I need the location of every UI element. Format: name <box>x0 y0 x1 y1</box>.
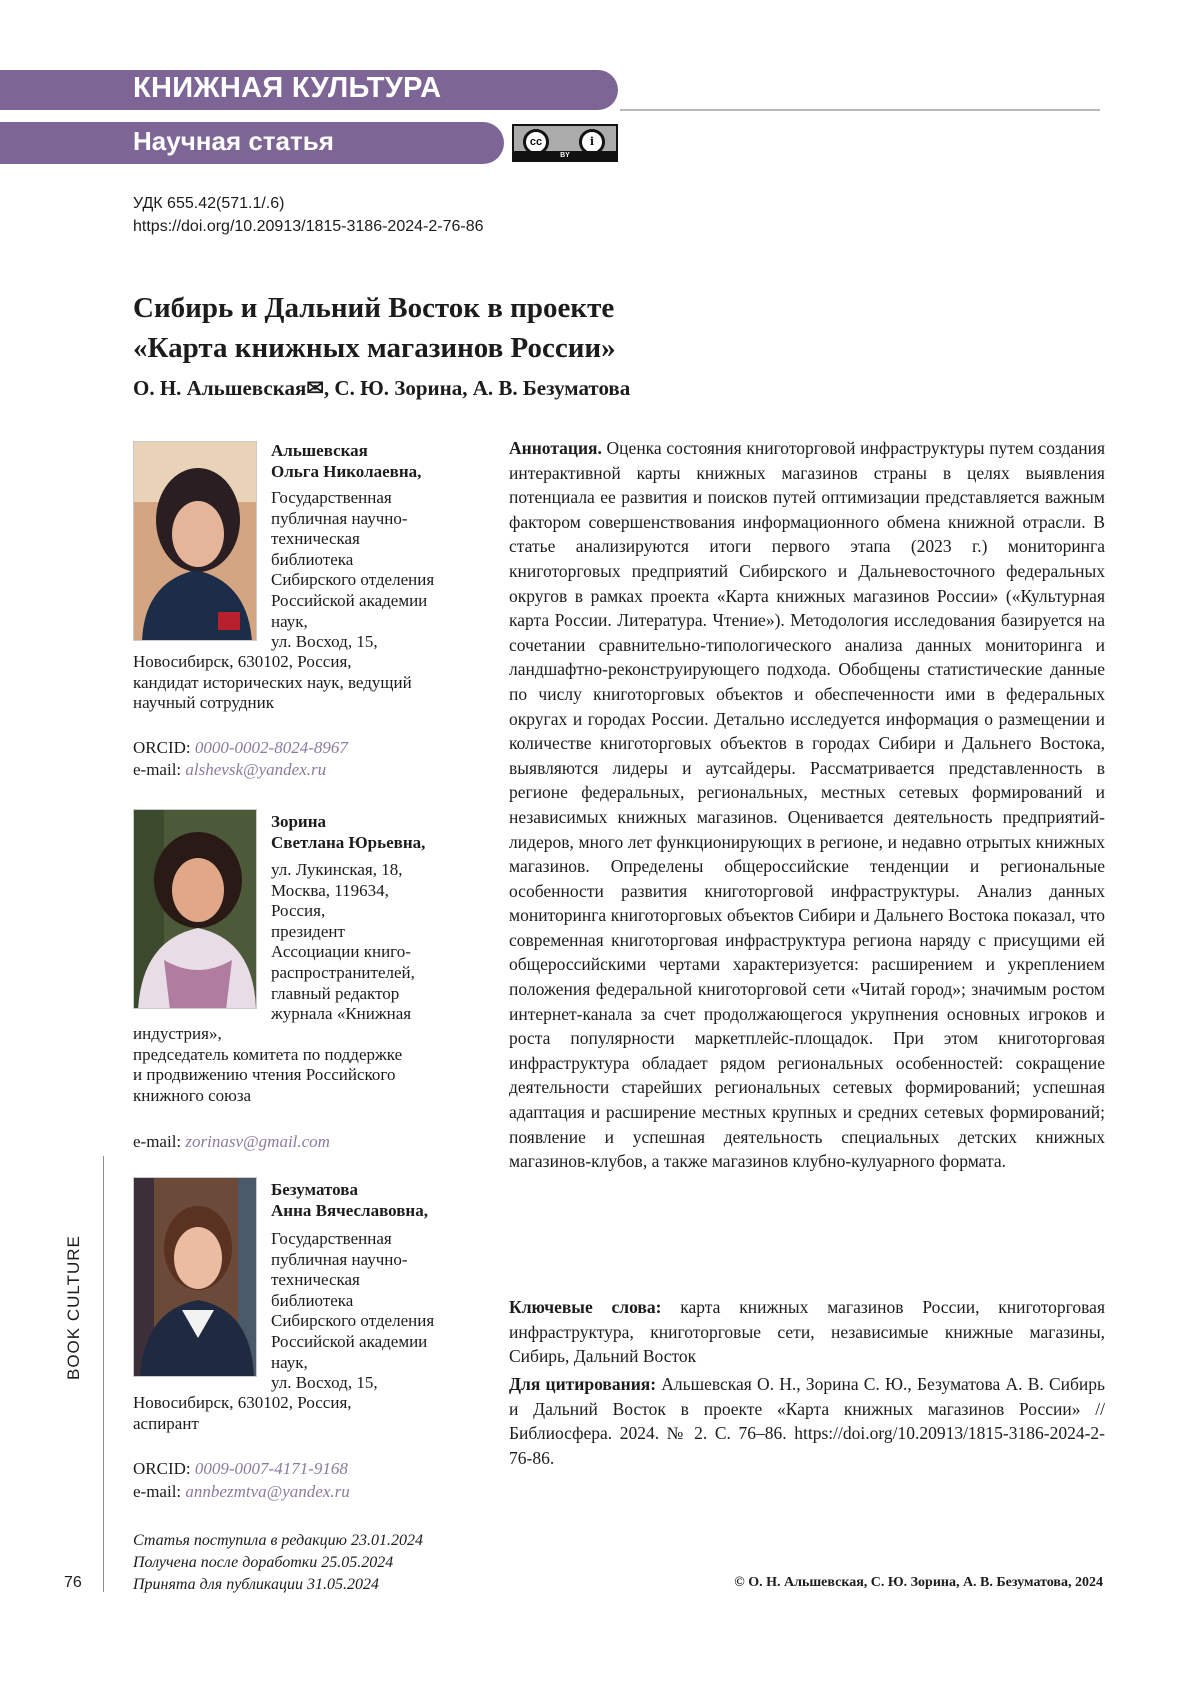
email-label: e-mail: <box>133 1132 186 1151</box>
license-band: BY <box>514 151 616 160</box>
author-3-orcid-link[interactable]: 0009-0007-4171-9168 <box>194 1459 348 1478</box>
header-rule <box>620 109 1100 111</box>
author-1-given-names: Ольга Николаевна, <box>271 462 422 481</box>
author-1-email-row <box>133 759 326 781</box>
author-1-surname: Альшевская <box>271 441 368 460</box>
email-label: e-mail: <box>133 1482 186 1501</box>
author-3-affiliation: Государственная публичная научно- техническая библиотека Сибирского отделения Российской академии наук, ул. Восход, 15, <box>271 1229 435 1393</box>
page-number: 76 <box>64 1574 82 1591</box>
cc-icon: cc <box>523 129 549 155</box>
author-2-surname: Зорина <box>271 812 327 831</box>
keywords-text: карта книжных магазинов России, книготорговая инфраструктура, книготорговые сети, независимые книжные магазины, Сибирь, Дальний Восток <box>509 1297 1105 1367</box>
cc-by-license-badge[interactable] <box>512 124 618 162</box>
orcid-label: ORCID: <box>133 738 195 757</box>
author-2-name <box>271 811 425 853</box>
author-2-affiliation: ул. Лукинская, 18, Москва, 119634, Россия, президент Ассоциации книго- распространителей, главный редактор журнала «Книжная <box>271 860 415 1024</box>
author-1-orcid-link[interactable]: 0000-0002-8024-8967 <box>194 738 348 757</box>
author-2-email-link[interactable]: zorinasv@gmail.com <box>185 1132 330 1151</box>
author-photo-bezumatova <box>133 1177 257 1377</box>
author-2-given-names: Светлана Юрьевна, <box>271 833 426 852</box>
author-3-email-link[interactable]: annbezmtva@yandex.ru <box>185 1482 350 1501</box>
abstract-label: Аннотация. <box>509 438 602 458</box>
authors-line: О. Н. Альшевская✉, С. Ю. Зорина, А. В. Безуматова <box>133 376 631 400</box>
attribution-icon: i <box>579 129 605 155</box>
date-received: Статья поступила в редакцию 23.01.2024 <box>133 1532 423 1549</box>
author-1-orcid-row <box>133 737 348 759</box>
orcid-label: ORCID: <box>133 1459 195 1478</box>
title-line-1: Сибирь и Дальний Восток в проекте <box>133 292 615 324</box>
journal-section-side-label: BOOK CULTURE <box>64 1235 83 1380</box>
author-2-affiliation-cont: индустрия», председатель комитета по поддержке и продвижению чтения Российского книжного союза <box>133 1024 403 1105</box>
citation <box>509 1372 1105 1470</box>
date-accepted: Принята для публикации 31.05.2024 <box>133 1576 379 1593</box>
udk-code: УДК 655.42(571.1/.6) <box>133 195 285 212</box>
author-3-given-names: Анна Вячеславовна, <box>271 1201 428 1220</box>
author-photo-alshevskaya <box>133 441 257 641</box>
date-revised: Получена после доработки 25.05.2024 <box>133 1554 394 1571</box>
copyright-notice: © О. Н. Альшевская, С. Ю. Зорина, А. В. Безуматова, 2024 <box>734 1575 1103 1590</box>
doi-link[interactable]: https://doi.org/10.20913/1815-3186-2024-2-76-86 <box>133 218 484 235</box>
author-3-surname: Безуматова <box>271 1180 358 1199</box>
section-title: КНИЖНАЯ КУЛЬТУРА <box>133 72 442 104</box>
citation-text: Альшевская О. Н., Зорина С. Ю., Безуматова А. В. Сибирь и Дальний Восток в проекте «Карта книжных магазинов России» // Библиосфера. 2024. № 2. С. 76–86. https://doi.org/10.20913/1815-3186-2024-2-76-86. <box>509 1374 1105 1468</box>
author-3-affiliation-cont: Новосибирск, 630102, Россия, аспирант <box>133 1393 352 1433</box>
abstract-text: Оценка состояния книготорговой инфраструктуры путем создания интерактивной карты книжных магазинов страны в целях выявления потенциала ее развития и поисков путей оптимизации представляется важным фактором совершенствования информационного обмена книжной отрасли. В статье анализируются итоги первого этапа (2023 г.) мониторинга книготорговых предприятий Сибирского и Дальневосточного федеральных округов в рамках проекта «Карта книжных магазинов России» («Культурная карта России. Литература. Чтение»). Методология исследования базируется на сочетании сравнительно-типологического анализа данных мониторинга и ландшафтно-реконструирующего подхода. Обобщены статистические данные по числу книготорговых объектов и обеспеченности ими в федеральных округах и городах России. Детально исследуется информация о размещении и количестве книготорговых объектов в городах Сибири и Дальнего Востока, выявляются лидеры и аутсайдеры. Рассматривается представленность в регионе федеральных, региональных, местных сетевых формирований и независимых книжных магазинов. Оценивается деятельность предприятий-лидеров, много лет функционирующих в регионе, и недавно отрытых книжных магазинов. Определены общероссийские тенденции и региональные особенности развития книготорговой инфраструктуры. Анализ данных мониторинга книготорговых объектов Сибири и Дальнего Востока показал, что современная книготорговая инфраструктура региона наряду с присущими ей общероссийскими чертами характеризуется: расширением и укреплением положения федеральной книготорговой сети «Читай город»; значимым ростом интернет-канала за счет продолжающегося укрупнения основных игроков и роста популярности маркетплейс-площадок. При этом книготорговая инфраструктура обладает рядом региональных особенностей: сокращение деятельности старейших региональных сетевых формирований; успешная адаптация и расширение местных крупных и средних сетевых формирований; появление и успешная деятельность специальных детских книжных магазинов-клубов, а также магазинов клубно-кулуарного формата. <box>509 438 1105 1172</box>
abstract <box>509 436 1105 1174</box>
article-type-label: Научная статья <box>133 126 334 156</box>
keywords <box>509 1295 1105 1369</box>
author-photo-zorina <box>133 809 257 1009</box>
email-label: e-mail: <box>133 760 186 779</box>
author-2-email-row <box>133 1131 330 1153</box>
author-3-email-row <box>133 1481 350 1503</box>
author-1-email-link[interactable]: alshevsk@yandex.ru <box>185 760 327 779</box>
author-3-orcid-row <box>133 1458 348 1480</box>
submission-dates <box>133 1530 423 1596</box>
author-3-name <box>271 1179 428 1221</box>
author-1-affiliation-cont: Новосибирск, 630102, Россия, кандидат исторических наук, ведущий научный сотрудник <box>133 652 412 713</box>
title-line-2: «Карта книжных магазинов России» <box>133 332 616 364</box>
author-1-affiliation: Государственная публичная научно- техническая библиотека Сибирского отделения Российской академии наук, ул. Восход, 15, <box>271 488 435 652</box>
margin-rule <box>103 1156 104 1592</box>
keywords-label: Ключевые слова: <box>509 1297 662 1317</box>
author-1-name <box>271 440 421 482</box>
citation-label: Для цитирования: <box>509 1374 657 1394</box>
article-title <box>133 288 1033 368</box>
